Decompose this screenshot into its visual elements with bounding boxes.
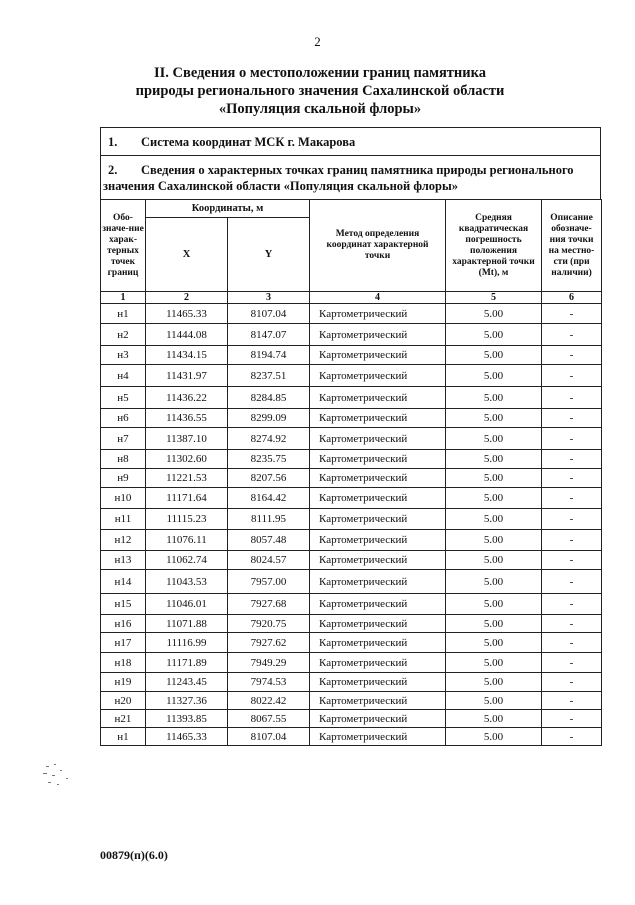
point-x: 11116.99 (146, 633, 228, 653)
point-method: Картометрический (310, 551, 446, 570)
point-description: - (542, 692, 602, 710)
column-number: 5 (446, 292, 542, 304)
point-method: Картометрический (310, 530, 446, 551)
table-row (101, 615, 602, 633)
point-method: Картометрический (310, 728, 446, 746)
point-description: - (542, 615, 602, 633)
coordinate-system-section (100, 127, 601, 156)
point-error: 5.00 (446, 530, 542, 551)
table-row (101, 653, 602, 673)
point-x: 11171.89 (146, 653, 228, 673)
point-designation: н14 (101, 570, 146, 594)
table-row (101, 324, 602, 346)
point-designation: н1 (101, 304, 146, 324)
table-row (101, 387, 602, 409)
point-x: 11434.15 (146, 346, 228, 365)
point-description: - (542, 469, 602, 488)
point-method: Картометрический (310, 653, 446, 673)
point-x: 11302.60 (146, 450, 228, 469)
section-2-number: 2. (108, 163, 118, 177)
column-number: 4 (310, 292, 446, 304)
point-method: Картометрический (310, 304, 446, 324)
point-method: Картометрический (310, 488, 446, 509)
column-number: 3 (228, 292, 310, 304)
point-x: 11387.10 (146, 428, 228, 450)
point-designation: н11 (101, 509, 146, 530)
point-description: - (542, 509, 602, 530)
point-description: - (542, 365, 602, 387)
section-2-line-1: Сведения о характерных точках границ памятника природы регионального (141, 163, 574, 177)
point-method: Картометрический (310, 428, 446, 450)
point-x: 11436.22 (146, 387, 228, 409)
point-designation: н8 (101, 450, 146, 469)
point-designation: н20 (101, 692, 146, 710)
point-method: Картометрический (310, 469, 446, 488)
point-error: 5.00 (446, 488, 542, 509)
header-error: Средняя квадратическая погрешность положения характерной точки (Mt), м (446, 200, 542, 292)
point-x: 11431.97 (146, 365, 228, 387)
point-description: - (542, 409, 602, 428)
point-error: 5.00 (446, 633, 542, 653)
point-method: Картометрический (310, 633, 446, 653)
point-description: - (542, 346, 602, 365)
point-y: 8284.85 (228, 387, 310, 409)
table-row (101, 428, 602, 450)
point-y: 8022.42 (228, 692, 310, 710)
table-row (101, 551, 602, 570)
point-method: Картометрический (310, 324, 446, 346)
point-description: - (542, 324, 602, 346)
table-row (101, 409, 602, 428)
point-x: 11076.11 (146, 530, 228, 551)
point-x: 11221.53 (146, 469, 228, 488)
header-y: Y (228, 218, 310, 292)
column-number-row (101, 292, 602, 304)
table-row (101, 570, 602, 594)
point-method: Картометрический (310, 692, 446, 710)
point-description: - (542, 304, 602, 324)
point-error: 5.00 (446, 551, 542, 570)
table-row (101, 710, 602, 728)
point-designation: н2 (101, 324, 146, 346)
point-x: 11062.74 (146, 551, 228, 570)
table-row (101, 692, 602, 710)
point-description: - (542, 710, 602, 728)
point-description: - (542, 633, 602, 653)
point-method: Картометрический (310, 409, 446, 428)
point-description: - (542, 570, 602, 594)
point-method: Картометрический (310, 450, 446, 469)
point-x: 11436.55 (146, 409, 228, 428)
point-designation: н12 (101, 530, 146, 551)
point-y: 8024.57 (228, 551, 310, 570)
point-x: 11046.01 (146, 594, 228, 615)
point-y: 7974.53 (228, 673, 310, 692)
point-method: Картометрический (310, 346, 446, 365)
point-description: - (542, 594, 602, 615)
boundary-points-table (100, 199, 602, 746)
point-designation: н9 (101, 469, 146, 488)
document-title (60, 64, 580, 118)
point-error: 5.00 (446, 346, 542, 365)
point-error: 5.00 (446, 469, 542, 488)
point-y: 8274.92 (228, 428, 310, 450)
header-designation: Обо-значе-ние харак-терных точек границ (101, 200, 146, 292)
point-method: Картометрический (310, 594, 446, 615)
header-description: Описание обозначе-ния точки на местно-сти (при наличии) (542, 200, 602, 292)
table-row (101, 633, 602, 653)
point-designation: н13 (101, 551, 146, 570)
table-row (101, 530, 602, 551)
header-method: Метод определения координат характерной точки (310, 200, 446, 292)
point-method: Картометрический (310, 710, 446, 728)
point-designation: н3 (101, 346, 146, 365)
point-error: 5.00 (446, 594, 542, 615)
point-error: 5.00 (446, 509, 542, 530)
point-y: 8207.56 (228, 469, 310, 488)
point-designation: н7 (101, 428, 146, 450)
point-y: 8057.48 (228, 530, 310, 551)
point-y: 7920.75 (228, 615, 310, 633)
point-x: 11115.23 (146, 509, 228, 530)
table-row (101, 365, 602, 387)
point-error: 5.00 (446, 692, 542, 710)
point-x: 11465.33 (146, 728, 228, 746)
point-y: 8107.04 (228, 728, 310, 746)
page-number: 2 (314, 34, 321, 49)
point-designation: н18 (101, 653, 146, 673)
point-error: 5.00 (446, 673, 542, 692)
point-description: - (542, 530, 602, 551)
table-row (101, 346, 602, 365)
point-description: - (542, 450, 602, 469)
point-method: Картометрический (310, 615, 446, 633)
column-number: 2 (146, 292, 228, 304)
table-row (101, 450, 602, 469)
point-method: Картометрический (310, 673, 446, 692)
section-2-line-2: значения Сахалинской области «Популяция скальной флоры» (103, 179, 458, 193)
point-x: 11243.45 (146, 673, 228, 692)
point-y: 7949.29 (228, 653, 310, 673)
point-description: - (542, 488, 602, 509)
title-line-3: «Популяция скальной флоры» (218, 101, 422, 117)
scan-specks (40, 760, 90, 800)
point-error: 5.00 (446, 409, 542, 428)
point-designation: н16 (101, 615, 146, 633)
header-x: X (146, 218, 228, 292)
point-y: 8111.95 (228, 509, 310, 530)
point-designation: н1 (101, 728, 146, 746)
point-y: 8235.75 (228, 450, 310, 469)
point-y: 8067.55 (228, 710, 310, 728)
section-1-number: 1. (108, 135, 118, 149)
point-designation: н6 (101, 409, 146, 428)
point-y: 7957.00 (228, 570, 310, 594)
document-code: 00879(п)(6.0) (100, 848, 168, 862)
column-number: 6 (542, 292, 602, 304)
point-x: 11071.88 (146, 615, 228, 633)
point-description: - (542, 428, 602, 450)
point-designation: н10 (101, 488, 146, 509)
point-designation: н15 (101, 594, 146, 615)
point-y: 8194.74 (228, 346, 310, 365)
table-row (101, 469, 602, 488)
point-error: 5.00 (446, 570, 542, 594)
point-error: 5.00 (446, 728, 542, 746)
point-x: 11393.85 (146, 710, 228, 728)
table-row (101, 728, 602, 746)
column-number: 1 (101, 292, 146, 304)
point-x: 11043.53 (146, 570, 228, 594)
point-y: 8147.07 (228, 324, 310, 346)
point-x: 11465.33 (146, 304, 228, 324)
point-error: 5.00 (446, 304, 542, 324)
header-coordinates: Координаты, м (146, 200, 310, 218)
point-method: Картометрический (310, 365, 446, 387)
title-line-1: II. Сведения о местоположении границ памятника (153, 65, 487, 81)
point-designation: н21 (101, 710, 146, 728)
table-row (101, 488, 602, 509)
point-x: 11444.08 (146, 324, 228, 346)
point-description: - (542, 551, 602, 570)
point-description: - (542, 387, 602, 409)
point-method: Картометрический (310, 570, 446, 594)
point-error: 5.00 (446, 653, 542, 673)
point-y: 8164.42 (228, 488, 310, 509)
boundary-points-section (100, 155, 601, 200)
point-description: - (542, 728, 602, 746)
point-y: 8299.09 (228, 409, 310, 428)
point-method: Картометрический (310, 509, 446, 530)
point-description: - (542, 653, 602, 673)
point-error: 5.00 (446, 615, 542, 633)
title-line-2: природы регионального значения Сахалинской области (135, 83, 505, 99)
point-y: 7927.68 (228, 594, 310, 615)
table-row (101, 594, 602, 615)
point-error: 5.00 (446, 710, 542, 728)
table-row (101, 509, 602, 530)
table-row (101, 304, 602, 324)
point-x: 11171.64 (146, 488, 228, 509)
point-x: 11327.36 (146, 692, 228, 710)
point-designation: н17 (101, 633, 146, 653)
point-error: 5.00 (446, 365, 542, 387)
point-y: 7927.62 (228, 633, 310, 653)
point-description: - (542, 673, 602, 692)
section-1-text: Система координат МСК г. Макарова (141, 135, 356, 149)
point-error: 5.00 (446, 387, 542, 409)
point-error: 5.00 (446, 324, 542, 346)
point-error: 5.00 (446, 428, 542, 450)
point-error: 5.00 (446, 450, 542, 469)
point-y: 8237.51 (228, 365, 310, 387)
point-y: 8107.04 (228, 304, 310, 324)
table-row (101, 673, 602, 692)
point-designation: н19 (101, 673, 146, 692)
point-designation: н4 (101, 365, 146, 387)
point-designation: н5 (101, 387, 146, 409)
point-method: Картометрический (310, 387, 446, 409)
